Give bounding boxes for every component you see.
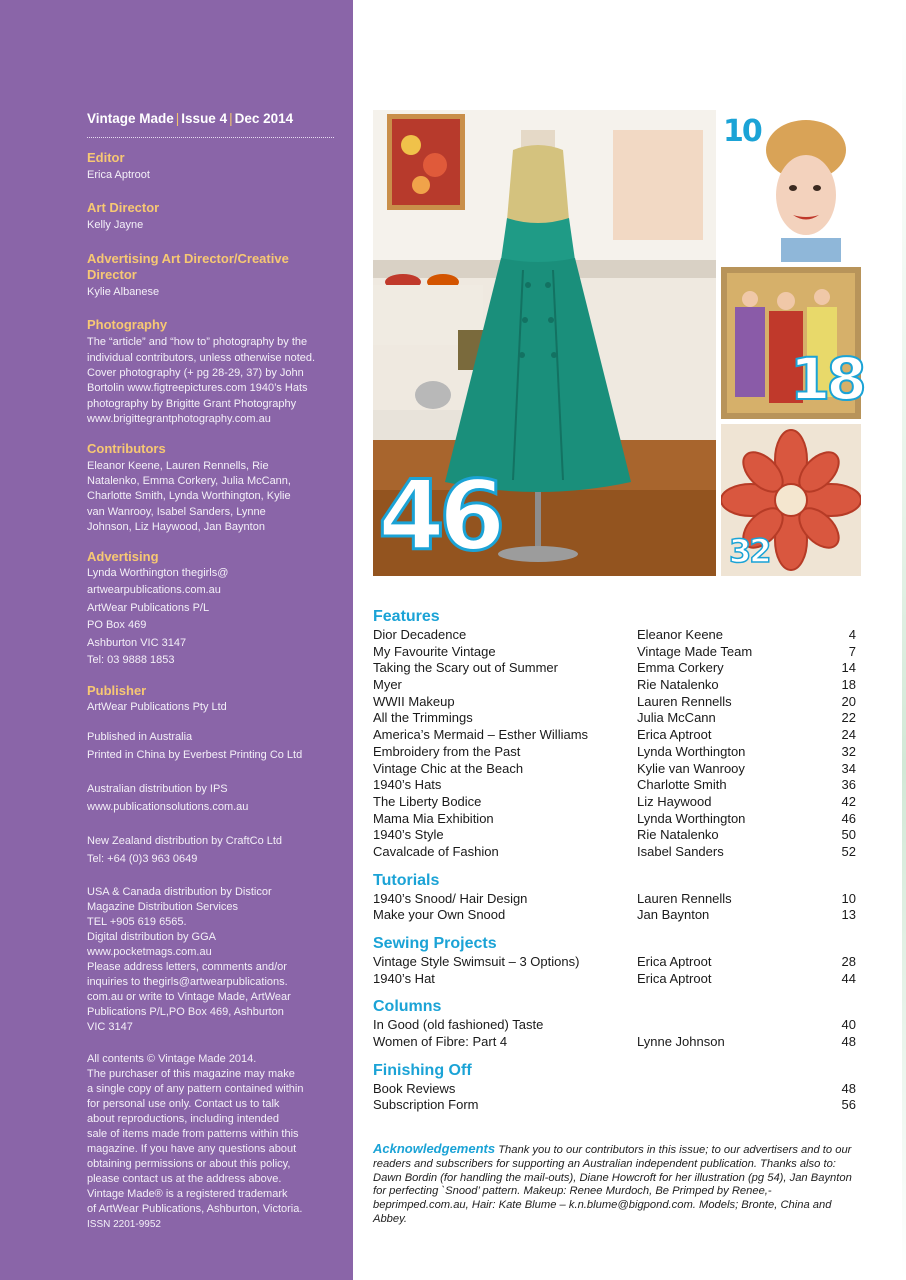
toc-page: 50 [841,827,856,843]
toc-author: Lauren Rennells [637,693,732,709]
published-info: Published in Australia Printed in China by Everbest Printing Co Ltd [87,731,303,761]
toc-page: 14 [841,660,856,676]
toc-row [373,777,856,794]
toc-page: 48 [841,1034,856,1050]
page-number-32: 32 [729,532,770,570]
toc-author: Vintage Made Team [637,643,753,659]
toc-page: 32 [841,743,856,759]
contributors-heading: Contributors [87,440,166,456]
toc-page: 28 [841,954,856,969]
toc-author: Lauren Rennells [637,890,732,906]
toc-title: Cavalcade of Fashion [373,843,499,859]
acknowledgements [373,1142,858,1227]
toc-row [373,844,856,861]
toc-page: 18 [841,677,856,693]
toc-author: Erica Aptroot [637,727,712,743]
toc-page: 52 [841,843,856,859]
toc-title: WWII Makeup [373,693,455,709]
ad-art-director-heading: Advertising Art Director/Creative Director [87,250,289,282]
toc-page: 4 [848,627,856,642]
nz-distribution: New Zealand distribution by CraftCo Ltd Tel: +64 (0)3 963 0649 [87,835,283,865]
toc-author: Rie Natalenko [637,677,719,693]
editor-name: Erica Aptroot [87,169,150,181]
toc-author: Lynda Worthington [637,810,746,826]
features-list [373,627,856,861]
toc-title: Mama Mia Exhibition [373,810,494,826]
editor-heading: Editor [87,150,125,165]
toc-author: Lynda Worthington [637,743,746,759]
toc-page: 22 [841,710,856,726]
toc-row [373,660,856,677]
toc-title: 1940’s Hat [373,970,435,986]
photography-text: The “article” and “how to” photography by the individual contributors, unless otherwise noted. Cover photography (+ pg 28-29, 37) by John Bortolin www.figtreepictures.com 1940’s Hats photography by Brigitte Grant Photography www.brigittegrantphotography.com.au [87,336,316,426]
section-title-sewing: Sewing Projects [373,935,497,952]
toc-title: My Favourite Vintage [373,643,496,659]
toc-author: Lynne Johnson [637,1034,725,1050]
section-title-tutorials: Tutorials [373,871,440,889]
toc-title: Make your Own Snood [373,907,506,923]
toc-title: Embroidery from the Past [373,743,521,759]
toc-author: Isabel Sanders [637,843,724,859]
art-director-name: Kelly Jayne [87,219,144,232]
toc-row [373,744,856,761]
toc-title: 1940’s Style [373,827,444,843]
toc-page: 48 [841,1080,856,1096]
toc-row [373,891,856,908]
toc-page: 40 [841,1017,856,1033]
page-number-10: 10 [723,114,761,149]
section-title-columns: Columns [373,998,442,1016]
finishing-list [373,1081,856,1114]
publisher-heading: Publisher [87,682,147,698]
toc-row [373,1097,856,1114]
toc-title: All the Trimmings [373,710,473,726]
toc-title: In Good (old fashioned) Taste [373,1017,544,1033]
advertising-text: Lynda Worthington thegirls@ artwearpublications.com.au ArtWear Publications P/L PO Box 469 Ashburton VIC 3147 Tel: 03 9888 1853 [87,566,229,667]
photography-heading: Photography [87,317,168,333]
toc-title: The Liberty Bodice [373,793,482,809]
toc-page: 20 [841,693,856,709]
section-title-finishing: Finishing Off [373,1061,472,1079]
masthead-header: Vintage Made | Issue 4 | Dec 2014 [87,111,294,126]
page-number-18: 18 [790,345,863,413]
toc-author: Rie Natalenko [637,827,719,843]
toc-row [373,811,856,828]
dotted-divider [87,137,334,138]
toc-author [637,1081,816,1098]
columns-list [373,1017,856,1050]
toc-author: Erica Aptroot [637,970,712,986]
toc-row [373,710,856,727]
toc-title: Vintage Chic at the Beach [373,760,524,776]
toc-title: Subscription Form [373,1097,479,1113]
toc-row [373,971,856,988]
toc-author: Emma Corkery [637,660,724,676]
toc-row [373,827,856,844]
toc-author: Eleanor Keene [637,627,724,642]
toc-row [373,677,856,694]
acknowledgements-heading: Acknowledgements [373,1141,496,1156]
toc-row [373,794,856,811]
toc-title: Dior Decadence [373,627,467,642]
toc-author: Jan Baynton [637,907,710,923]
toc-page: 46 [841,810,856,826]
toc-page: 56 [841,1097,856,1113]
issue-number: Issue 4 [181,111,228,126]
toc-row [373,644,856,661]
toc-page: 34 [841,760,856,776]
toc-row [373,907,856,924]
toc-page: 36 [841,777,856,793]
toc-row [373,1017,856,1034]
contributors-text: Eleanor Keene, Lauren Rennells, Rie Natalenko, Emma Corkery, Julia McCann, Charlotte Smith, Lynda Worthington, Kylie van Wanrooy, Isabel Sanders, Lynne Johnson, Liz Haywood, Jan Baynton [87,459,291,534]
toc-page: 7 [848,643,856,659]
toc-page: 44 [841,970,856,986]
toc-title: 1940’s Snood/ Hair Design [373,890,528,906]
toc-author [637,1097,816,1114]
page-number-46: 46 [378,460,500,572]
toc-author: Julia McCann [637,710,716,726]
table-of-contents [373,607,856,1114]
toc-row [373,694,856,711]
acknowledgements-text: Thank you to our contributors in this issue; to our advertisers and to our readers and subscribers for supporting an Australian independent publication. Thanks also to: Dawn Bordin (for handling the mail-outs), Diane Howcroft for her illustration (pg 54), Jan Baynton for perfecting `Snood’ pattern. Makeup: Renee Murdoch, Be Primped by Renee,- beprimped.com.au, Hair: Kate Blume – k.n.blume@bigpond.com. Models; Bronte, China and Abbey. [373,1144,852,1225]
masthead-credits [87,150,337,1232]
art-director-heading: Art Director [87,200,160,216]
issue-date: Dec 2014 [234,111,294,126]
toc-author: Kylie van Wanrooy [637,760,745,776]
sewing-list [373,954,856,987]
toc-row [373,1081,856,1098]
toc-title: Book Reviews [373,1080,456,1096]
toc-author: Charlotte Smith [637,777,727,793]
toc-title: Myer [373,677,402,693]
tutorials-list [373,891,856,924]
toc-row [373,727,856,744]
toc-author: Liz Haywood [637,793,712,809]
toc-author: Erica Aptroot [637,954,712,969]
toc-title: 1940’s Hats [373,777,442,793]
sidebar-masthead [0,0,353,1280]
usa-distribution: USA & Canada distribution by Disticor Magazine Distribution Services TEL +905 619 6565. Digital distribution by GGA www.pocketmags.com.au Please address letters, comments and/or inquiries to thegirls@artwearpublications. com.au or write to Vintage Made, ArtWear Publications P/L,PO Box 469, Ashburton VIC 3147 [87,886,291,1034]
magazine-name: Vintage Made [87,111,174,126]
toc-page: 10 [841,890,856,906]
toc-row [373,954,856,971]
toc-author [637,1017,816,1034]
toc-page: 42 [841,793,856,809]
toc-row [373,1034,856,1051]
toc-title: America’s Mermaid – Esther Williams [373,727,589,743]
au-distribution: Australian distribution by IPS www.publicationsolutions.com.au [87,783,249,813]
toc-title: Taking the Scary out of Summer [373,660,558,676]
advertising-heading: Advertising [87,548,159,564]
publisher-name: ArtWear Publications Pty Ltd [87,700,227,713]
toc-title: Vintage Style Swimsuit – 3 Options) [373,954,580,969]
toc-row [373,627,856,644]
copyright-notice: All contents © Vintage Made 2014. The purchaser of this magazine may make a single copy of any pattern contained within for personal use only. Contact us to talk about reproductions, including intended sale of items made from patterns within this magazine. If you have any questions about obtaining permissions or about this policy, please contact us at the address above. Vintage Made® is a registered trademark of ArtWear Publications, Ashburton, Victoria. ISSN 2201-9952 [87,1053,304,1231]
toc-row [373,761,856,778]
toc-title: Women of Fibre: Part 4 [373,1034,508,1050]
toc-page: 24 [841,727,856,743]
section-title-features: Features [373,608,440,625]
page-edge-strip [902,0,906,1280]
toc-page: 13 [841,907,856,923]
ad-art-director-name: Kylie Albanese [87,285,160,298]
